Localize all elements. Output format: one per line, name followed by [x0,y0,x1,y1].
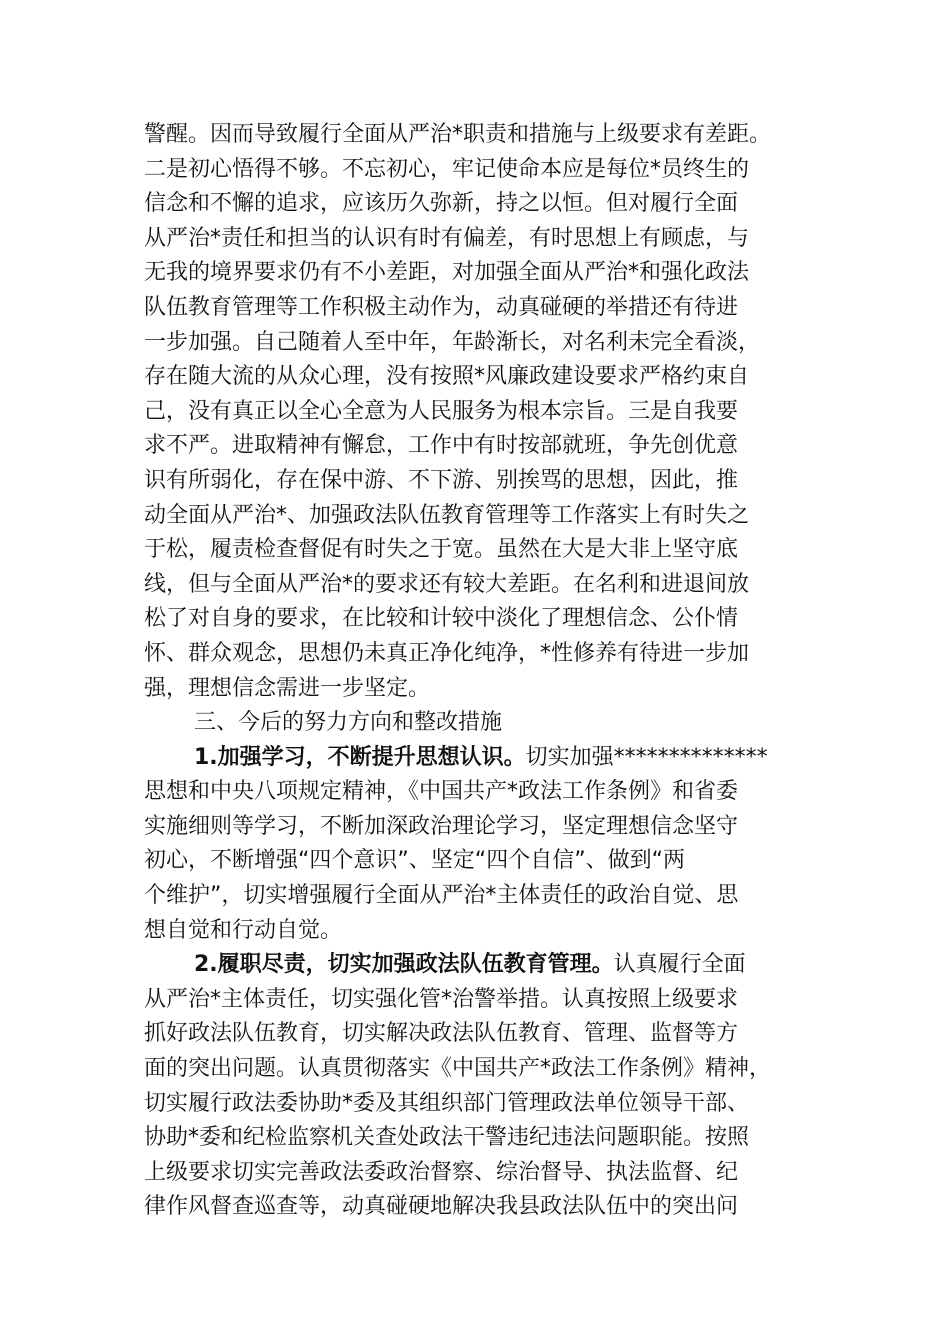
item1-text: 切实加强************** [525,744,768,770]
text-line: 想自觉和行动自觉。 [144,917,343,943]
text-line: 线，但与全面从严治*的要求还有较大差距。在名利和进退间放 [144,571,750,597]
text-line: 抓好政法队伍教育，切实解决政法队伍教育、管理、监督等方 [144,1021,739,1047]
item2-first-line [144,948,807,983]
text-line: 存在随大流的从众心理，没有按照*风廉政建设要求严格约束自 [144,364,750,390]
text-line: 无我的境界要求仍有不小差距，对加强全面从严治*和强化政法 [144,260,750,286]
text-line: 信念和不懈的追求，应该历久弥新，持之以恒。但对履行全面 [144,191,739,217]
text-line: 动全面从严治*、加强政法队伍教育管理等工作落实上有时失之 [144,502,750,528]
text-line: 面的突出问题。认真贯彻落实《中国共产*政法工作条例》精神， [144,1056,772,1082]
text-line: 识有所弱化，存在保中游、不下游、别挨骂的思想，因此，推 [144,467,739,493]
text-line: 上级要求切实完善政法委政治督察、综治督导、执法监督、纪 [144,1159,739,1185]
text-line: 强，理想信念需进一步坚定。 [144,675,431,701]
text-line: 从严治*责任和担当的认识有时有偏差，有时思想上有顾虑，与 [144,225,750,251]
text-line: 警醒。因而导致履行全面从严治*职责和措施与上级要求有差距。 [144,122,772,147]
text-line: 松了对自身的要求，在比较和计较中淡化了理想信念、公仆情 [144,606,739,632]
section-heading: 三、今后的努力方向和整改措施 [194,710,503,736]
item2-text: 认真履行全面 [613,952,746,978]
text-line: 队伍教育管理等工作积极主动作为，动真碰硬的举措还有待进 [144,294,739,320]
item1-first-line [144,741,807,776]
text-line: 实施细则等学习，不断加深政治理论学习，坚定理想信念坚守 [144,813,739,839]
text-line: 二是初心悟得不够。不忘初心，牢记使命本应是每位*员终生的 [144,156,750,182]
text-line: 己，没有真正以全心全意为人民服务为根本宗旨。三是自我要 [144,398,739,424]
text-line: 个维护”，切实增强履行全面从严治*主体责任的政治自觉、思 [144,883,739,909]
text-line: 协助*委和纪检监察机关查处政法干警违纪违法问题职能。按照 [144,1125,750,1151]
text-line: 思想和中央八项规定精神，《中国共产*政法工作条例》和省委 [144,779,739,805]
text-line: 律作风督查巡查等，动真碰硬地解决我县政法队伍中的突出问 [144,1194,739,1220]
text-line: 从严治*主体责任，切实强化管*治警举措。认真按照上级要求 [144,986,739,1012]
text-line: 于松，履责检查督促有时失之于宽。虽然在大是大非上坚守底 [144,537,739,563]
text-line: 切实履行政法委协助*委及其组织部门管理政法单位领导干部、 [144,1090,750,1116]
text-line: 初心，不断增强“四个意识”、坚定“四个自信”、做到“两 [144,848,685,874]
text-line: 怀、群众观念，思想仍未真正净化纯净，*性修养有待进一步加 [144,640,750,666]
item1-heading: 1.加强学习，不断提升思想认识。 [194,744,526,770]
text-line: 一步加强。自己随着人至中年，年龄渐长，对名利未完全看淡， [144,329,761,355]
item2-heading: 2.履职尽责，切实加强政法队伍教育管理。 [194,952,614,978]
body-text [144,118,807,1225]
text-line: 求不严。进取精神有懈怠，工作中有时按部就班，争先创优意 [144,433,739,459]
